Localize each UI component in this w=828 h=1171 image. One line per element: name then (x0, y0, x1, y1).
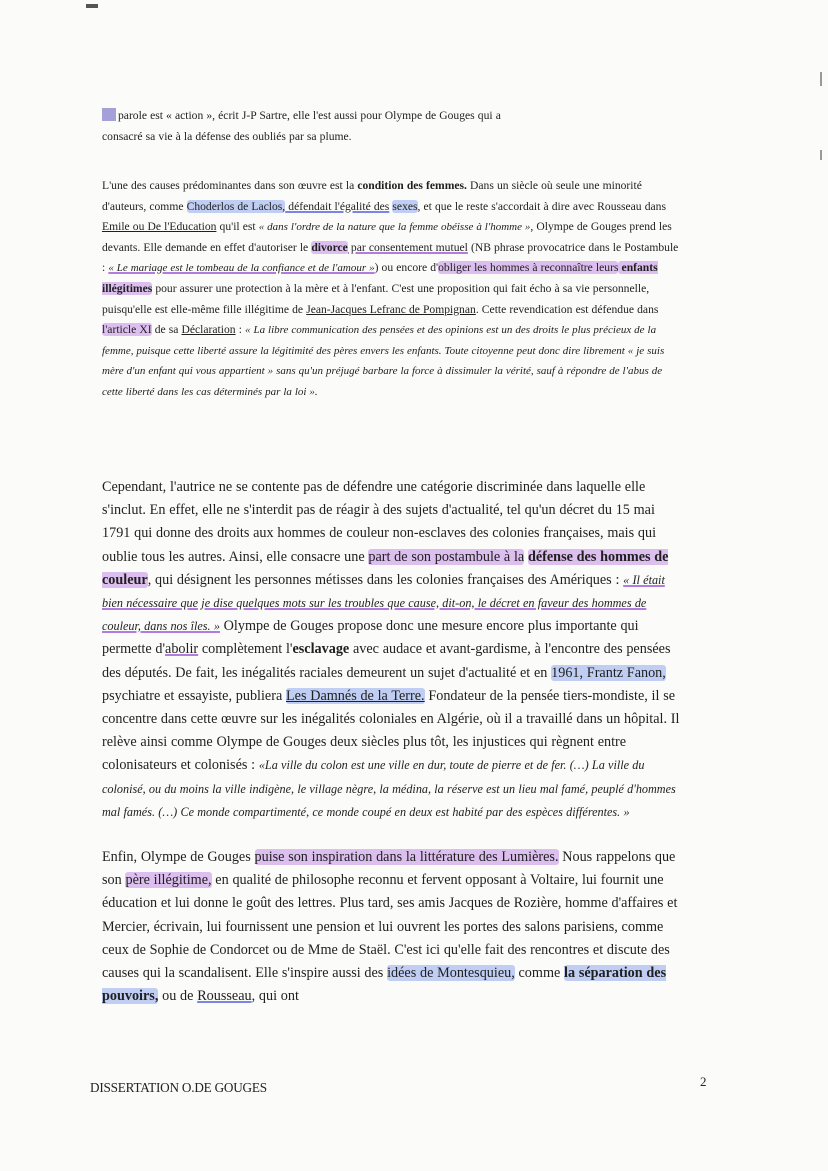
text: : (235, 323, 246, 337)
text: psychiatre et essayiste, publiera (102, 687, 286, 704)
text: , qui ont (251, 988, 299, 1005)
quote: « dans l'ordre de la nature que la femme obéisse à l'homme » (258, 221, 531, 234)
text: , qui désignent les personnes métisses dans les colonies françaises des Amériques : (147, 571, 624, 588)
bold-text: esclavage (292, 641, 350, 658)
text: ) ou encore d' (374, 261, 439, 275)
bold-text: enfants illégitimes (102, 261, 658, 295)
highlight: 1961, Frantz Fanon, (551, 664, 666, 681)
intro-line-2: consacré sa vie à la défense des oubliés par sa plume. (102, 129, 352, 143)
highlight: père illégitime, (125, 872, 212, 889)
highlight: sexes (392, 199, 418, 213)
underline: par consentement mutuel (347, 240, 468, 254)
text: , et que le reste s'accordait à dire avec Rousseau dans (417, 199, 666, 213)
underlined-name: Jean-Jacques Lefranc de Pompignan (306, 302, 476, 316)
drop-cap-marker (102, 108, 116, 121)
highlight: idées de Montesquieu, (387, 965, 515, 982)
text: ou de (158, 988, 198, 1005)
highlight: puise son inspiration dans la littérature des Lumières. (254, 849, 559, 865)
paragraph-colonial (102, 476, 680, 824)
text: Enfin, Olympe de Gouges (102, 849, 255, 865)
underline: Rousseau (197, 988, 252, 1005)
paragraph-lumieres (102, 846, 680, 1008)
highlight: Choderlos de Laclos, (186, 199, 286, 213)
text: en qualité de philosophe reconnu et fervent opposant à Voltaire, lui fournit une éducation et lui donne le goût des lettres. Plus tard, ses amis Jacques de Rozière, homme d'affaires et Mercier, écrivain, lui fournissent une pension et lui ouvrent les portes des salons parisiens, comme ceux de Sophie de Condorcet ou de Mme de Staël. C'est ici qu'elle fait des rencontres et discute des causes qui la scandalisent. Elle s'inspire aussi des (102, 872, 678, 982)
quote: «La ville du colon est une ville en dur, toute de pierre et de fer. (…) La ville du colonisé, ou du moins la ville indigène, le village nègre, la médina, la réserve est un lieu mal famé, peuplé d'hommes mal famés. (…) Ce monde compartimenté, ce monde coupé en deux est habité par des espèces différentes. » (102, 758, 676, 819)
underline: défendait l'égalité des (285, 199, 390, 213)
intro-paragraph (102, 106, 680, 147)
highlight: l'article XI (102, 323, 152, 337)
paragraph-women-condition (102, 176, 680, 403)
text: Cependant, l'autrice ne se contente pas de défendre une catégorie discriminée dans laquelle elle s'inclut. En effet, elle ne s'interdit pas de réagir à des sujets d'actualité, tel qu'un décret du 15 mai 1791 qui donne des droits aux hommes de couleur non-esclaves des colonies françaises, mais qui oublie tous les autres. Ainsi, elle consacre une (102, 479, 657, 565)
page-number: 2 (700, 1074, 707, 1089)
bold-text: la séparation des pouvoirs, (102, 965, 667, 1005)
scan-artifact (86, 4, 98, 8)
highlight: divorce (311, 240, 348, 254)
highlight: Les Damnés de la Terre. (286, 687, 425, 704)
quote: « La libre communication des pensées et des opinions est un des droits le plus précieux de la femme, puisque cette liberté assure la légitimité des pères envers les enfants. Toute citoyenne peut donc dire librement « je suis mère d'un enfant qui vous appartient » sans qu'un préjugé barbare la force à dissimuler la vérité, sauf à répondre de l'abus de cette liberté dans les cas déterminés par la loi ». (102, 324, 665, 398)
margin-artifact (820, 72, 822, 86)
text: , Olympe de Gouges prend les devants. Elle demande en effet d'autoriser le (102, 220, 672, 254)
text: pour assurer une protection à la mère et à l'enfant. C'est une proposition qui fait écho à sa vie personnelle, puisqu'elle est elle-même fille illégitime de (102, 281, 650, 316)
text: (NB phrase provocatrice dans le Postambule : (102, 240, 679, 275)
text: L'une des causes prédominantes dans son œuvre est la (102, 179, 358, 192)
bold-text: condition des femmes. (357, 179, 467, 192)
text: . Cette revendication est défendue dans (475, 302, 659, 316)
underlined-title: Emile ou De l'Education (102, 220, 217, 234)
text: de sa (151, 323, 182, 337)
text: complètement l' (198, 641, 293, 658)
text: Olympe de Gouges propose donc une mesure encore plus importante qui permette d' (102, 618, 639, 658)
highlight: obliger les hommes à reconnaître leurs (438, 261, 619, 275)
text: comme (514, 965, 565, 982)
text: avec audace et avant-gardisme, à l'encontre des pensées des députés. De fait, les inégalités raciales demeurent un sujet d'actualité et en (102, 641, 671, 681)
text: Nous rappelons que son (102, 849, 676, 889)
underline: abolir (165, 641, 199, 658)
text: Dans un siècle où seule une minorité d'auteurs, comme (102, 179, 642, 213)
quote: « Il était bien nécessaire que je dise quelques mots sur les troubles que cause, dit-on, le décret en faveur des hommes de couleur, dans nos îles. » (102, 572, 665, 634)
underlined-title: Déclaration (181, 323, 236, 337)
text: Fondateur de la pensée tiers-mondiste, il se concentre dans cette œuvre sur les inégalités coloniales en Algérie, où il a travaillé dans un hôpital. Il relève ainsi comme Olympe de Gouges deux siècles plus tôt, les injustices qui règnent entre colonisateurs et colonisés : (102, 687, 680, 774)
quote: « Le mariage est le tombeau de la confiance et de l'amour » (108, 262, 375, 275)
margin-artifact (820, 150, 822, 160)
bold-text: défense des hommes de couleur (102, 548, 669, 588)
highlight: part de son postambule à la (368, 548, 525, 565)
page-footer: DISSERTATION O.DE GOUGES (90, 1080, 267, 1095)
text: qu'il est (216, 220, 259, 234)
intro-line-1: parole est « action », écrit J-P Sartre, elle l'est aussi pour Olympe de Gouges qui a (118, 109, 501, 122)
